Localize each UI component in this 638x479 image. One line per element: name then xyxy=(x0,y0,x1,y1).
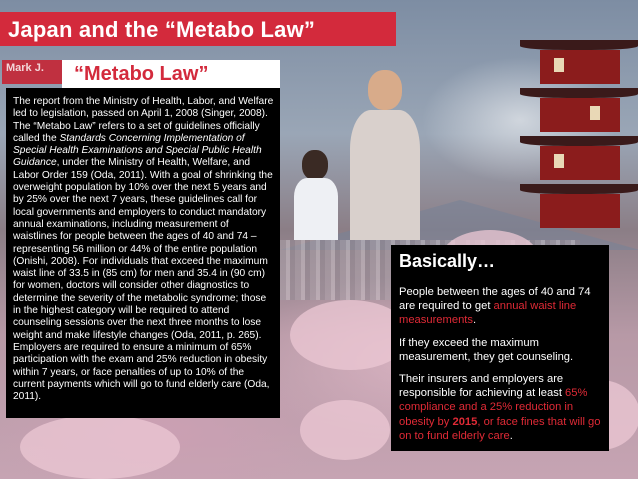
slide-title: Japan and the “Metabo Law” xyxy=(8,17,316,42)
pagoda-window xyxy=(554,58,564,72)
summary-text: Their insurers and employers are responsible for achieving at least xyxy=(399,373,566,400)
card-heading: “Metabo Law” xyxy=(74,63,209,85)
pagoda-floor xyxy=(540,194,620,228)
pagoda-floor xyxy=(540,98,620,132)
summary-highlight: 65% compliance and a 25% reduction in obesity by xyxy=(399,387,588,428)
patient-head-shape xyxy=(368,70,402,110)
summary-card xyxy=(391,245,609,451)
pagoda-roof xyxy=(520,184,638,194)
summary-heading: Basically… xyxy=(399,251,496,271)
summary-body xyxy=(399,285,604,451)
summary-point xyxy=(399,336,604,364)
nurse-figure xyxy=(290,150,340,240)
summary-text: People between the ages of 40 and 74 are required to get xyxy=(399,286,591,313)
blossom-cluster xyxy=(20,415,180,479)
blossom-cluster xyxy=(300,400,390,460)
card-text-part: , under the Ministry of Health, Welfare, and Labor Order 159 (Oda, 2011). With a goal of shrinking the overweight population by 10% over the next 5 years and by 25% over the next 7 years, these guidelines call for local governments and employers to conduct mandatory annual examinations, including measurement of waistlines for people between the ages of 40 and 74 – representing 56 million or 44% of the entire population (Onishi, 2008). For individuals that exceed the maximum waist line of 33.5 in (85 cm) for men and 35.4 in (90 cm) for women, doctors will consider other diagnostics to determine the severity of the metabolic syndrome; those in the highest category will be required to attend counseling sessions over the next three months to lose weight and make lifestyle changes (Oda, 2011, p. 265). Employers are required to ensure a minimum of 65% participation with the exam and 25% reduction in obesity within 7 years, or face penalties of up to 10% of the current payments which will go to fund elderly care (Oda, 2011). xyxy=(13,157,273,403)
patient-torso-shape xyxy=(350,110,420,240)
author-strip xyxy=(2,60,62,84)
summary-point xyxy=(399,372,604,443)
summary-highlight-bold: 2015 xyxy=(452,415,478,428)
summary-highlight: , or face fines that will go on to fund elderly care xyxy=(399,415,601,442)
summary-highlight: annual waist line measurements xyxy=(399,300,577,327)
title-bar xyxy=(0,12,396,46)
card-header xyxy=(62,60,280,88)
law-description-card xyxy=(6,88,280,418)
pagoda-roof xyxy=(520,88,638,98)
pagoda-window xyxy=(554,154,564,168)
card-body-text xyxy=(13,96,275,403)
card-text-part: The report from the Ministry of Health, Labor, and Welfare led to legislation, passed on April 1, 2008 (Singer, 2008). The “Metabo Law” refers to a set of guidelines officially called the xyxy=(13,96,274,144)
patient-figure xyxy=(340,70,430,240)
nurse-head-shape xyxy=(302,150,328,180)
summary-text: . xyxy=(509,429,513,442)
pagoda-roof xyxy=(520,40,638,50)
summary-point xyxy=(399,285,604,328)
pagoda-window xyxy=(590,106,600,120)
nurse-torso-shape xyxy=(294,178,338,240)
card-text-italic: Standards Concerning Implementation of Special Health Examinations and Special Public Health Guidance xyxy=(13,132,262,169)
pagoda-floor xyxy=(540,50,620,84)
summary-text: . xyxy=(473,314,477,327)
summary-text: If they exceed the maximum measurement, they get counseling. xyxy=(399,336,574,363)
pagoda-floor xyxy=(540,146,620,180)
author-label: Mark J. xyxy=(6,62,44,74)
pagoda-roof xyxy=(520,136,638,146)
